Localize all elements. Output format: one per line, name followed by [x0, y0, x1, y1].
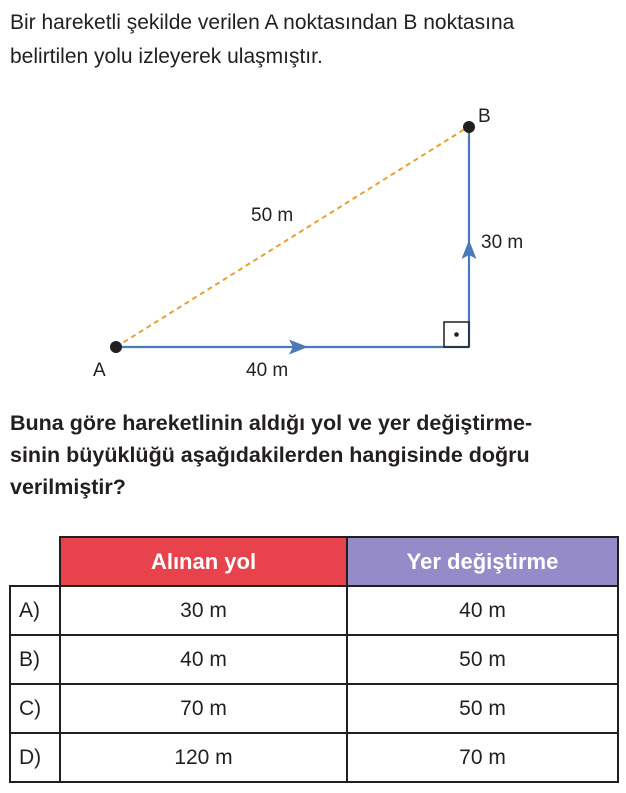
intro-line-2: belirtilen yolu izleyerek ulaşmıştır.: [10, 45, 323, 68]
question-line-1: Buna göre hareketlinin aldığı yol ve yer değiştirme-: [10, 411, 533, 435]
yer-cell: 50 m: [347, 684, 618, 733]
table-row[interactable]: [10, 684, 618, 733]
yol-cell: 30 m: [60, 586, 347, 635]
path-diagram: [0, 95, 626, 395]
table-header-row: [10, 537, 618, 586]
intro-text: [10, 6, 620, 74]
option-label[interactable]: C): [10, 684, 60, 733]
horizontal-label: 40 m: [246, 360, 289, 381]
question-line-3: verilmiştir?: [10, 475, 126, 499]
table-row[interactable]: [10, 733, 618, 782]
question-line-2: sinin büyüklüğü aşağıdakilerden hangisinde doğru: [10, 443, 530, 467]
vertical-label: 30 m: [481, 232, 524, 253]
header-alinan-yol: Alınan yol: [60, 537, 347, 586]
yer-cell: 40 m: [347, 586, 618, 635]
answer-table: [9, 536, 619, 783]
right-angle-dot: [454, 332, 459, 337]
option-label[interactable]: B): [10, 635, 60, 684]
hypotenuse-label: 50 m: [251, 205, 294, 226]
header-yer-degistirme: Yer değiştirme: [347, 537, 618, 586]
yer-cell: 50 m: [347, 635, 618, 684]
option-label[interactable]: A): [10, 586, 60, 635]
point-b: [463, 121, 475, 133]
table-row[interactable]: [10, 586, 618, 635]
yol-cell: 40 m: [60, 635, 347, 684]
yol-cell: 70 m: [60, 684, 347, 733]
table-row[interactable]: [10, 635, 618, 684]
intro-line-1: Bir hareketli şekilde verilen A noktasından B noktasına: [10, 11, 515, 34]
header-blank-cell: [10, 537, 60, 586]
yol-cell: 120 m: [60, 733, 347, 782]
displacement-dashed-line: [116, 127, 468, 347]
option-label[interactable]: D): [10, 733, 60, 782]
point-b-label: B: [478, 106, 491, 127]
yer-cell: 70 m: [347, 733, 618, 782]
point-a: [110, 341, 122, 353]
question-text: [10, 407, 622, 503]
point-a-label: A: [93, 360, 106, 381]
